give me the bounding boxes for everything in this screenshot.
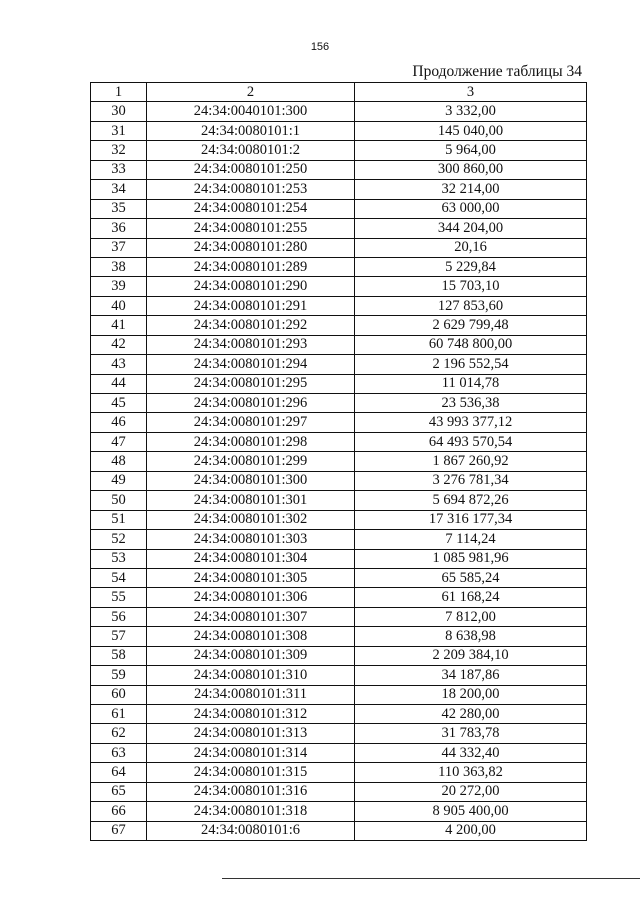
table-row [91,219,587,238]
table-row [91,607,587,626]
table-row [91,743,587,762]
table-header-row [91,83,587,102]
cadastral-number-cell: 24:34:0080101:280 [147,238,355,257]
row-number-cell: 58 [91,646,147,665]
cadastral-number-cell: 24:34:0080101:298 [147,432,355,451]
row-number-cell: 55 [91,588,147,607]
row-number-cell: 44 [91,374,147,393]
row-number-cell: 37 [91,238,147,257]
table-body [91,83,587,841]
table-row [91,413,587,432]
value-cell: 344 204,00 [355,219,587,238]
row-number-cell: 57 [91,627,147,646]
cadastral-number-cell: 24:34:0080101:293 [147,335,355,354]
value-cell: 44 332,40 [355,743,587,762]
value-cell: 1 085 981,96 [355,549,587,568]
cadastral-number-cell: 24:34:0080101:290 [147,277,355,296]
cadastral-number-cell: 24:34:0080101:254 [147,199,355,218]
table-row [91,530,587,549]
row-number-cell: 63 [91,743,147,762]
data-table [90,82,587,841]
cadastral-number-cell: 24:34:0080101:297 [147,413,355,432]
table-row [91,296,587,315]
table-row [91,394,587,413]
row-number-cell: 40 [91,296,147,315]
table-row [91,355,587,374]
table-row [91,724,587,743]
cadastral-number-cell: 24:34:0080101:305 [147,568,355,587]
cadastral-number-cell: 24:34:0080101:289 [147,257,355,276]
table-row [91,510,587,529]
cadastral-number-cell: 24:34:0080101:314 [147,743,355,762]
value-cell: 63 000,00 [355,199,587,218]
cadastral-number-cell: 24:34:0080101:306 [147,588,355,607]
value-cell: 300 860,00 [355,160,587,179]
row-number-cell: 41 [91,316,147,335]
value-cell: 4 200,00 [355,821,587,840]
cadastral-number-cell: 24:34:0080101:318 [147,802,355,821]
cadastral-number-cell: 24:34:0080101:291 [147,296,355,315]
row-number-cell: 30 [91,102,147,121]
cadastral-number-cell: 24:34:0080101:304 [147,549,355,568]
row-number-cell: 46 [91,413,147,432]
cadastral-number-cell: 24:34:0080101:253 [147,180,355,199]
value-cell: 8 905 400,00 [355,802,587,821]
value-cell: 17 316 177,34 [355,510,587,529]
row-number-cell: 54 [91,568,147,587]
cadastral-number-cell: 24:34:0080101:303 [147,530,355,549]
table-row [91,432,587,451]
cadastral-number-cell: 24:34:0080101:299 [147,452,355,471]
row-number-cell: 47 [91,432,147,451]
value-cell: 5 694 872,26 [355,491,587,510]
cadastral-number-cell: 24:34:0080101:307 [147,607,355,626]
table-row [91,199,587,218]
table-row [91,141,587,160]
table-row [91,568,587,587]
cadastral-number-cell: 24:34:0040101:300 [147,102,355,121]
table-row [91,763,587,782]
value-cell: 61 168,24 [355,588,587,607]
table-row [91,452,587,471]
table-row [91,802,587,821]
cadastral-number-cell: 24:34:0080101:2 [147,141,355,160]
row-number-cell: 62 [91,724,147,743]
table-row [91,588,587,607]
row-number-cell: 66 [91,802,147,821]
row-number-cell: 60 [91,685,147,704]
value-cell: 42 280,00 [355,705,587,724]
value-cell: 3 276 781,34 [355,471,587,490]
cadastral-number-cell: 24:34:0080101:316 [147,782,355,801]
value-cell: 18 200,00 [355,685,587,704]
table-row [91,491,587,510]
value-cell: 145 040,00 [355,121,587,140]
value-cell: 20,16 [355,238,587,257]
value-cell: 3 332,00 [355,102,587,121]
value-cell: 20 272,00 [355,782,587,801]
cadastral-number-cell: 24:34:0080101:292 [147,316,355,335]
row-number-cell: 53 [91,549,147,568]
row-number-cell: 56 [91,607,147,626]
header-cell-cadastral: 2 [147,83,355,102]
row-number-cell: 59 [91,666,147,685]
cadastral-number-cell: 24:34:0080101:302 [147,510,355,529]
table-row [91,335,587,354]
row-number-cell: 45 [91,394,147,413]
value-cell: 2 629 799,48 [355,316,587,335]
value-cell: 7 114,24 [355,530,587,549]
table-continuation-caption: Продолжение таблицы 34 [412,63,582,80]
row-number-cell: 39 [91,277,147,296]
table-row [91,471,587,490]
cadastral-number-cell: 24:34:0080101:1 [147,121,355,140]
table-row [91,160,587,179]
value-cell: 2 196 552,54 [355,355,587,374]
cadastral-number-cell: 24:34:0080101:6 [147,821,355,840]
table-row [91,705,587,724]
table-row [91,666,587,685]
value-cell: 110 363,82 [355,763,587,782]
row-number-cell: 35 [91,199,147,218]
table-row [91,121,587,140]
table-row [91,374,587,393]
cadastral-number-cell: 24:34:0080101:313 [147,724,355,743]
cadastral-number-cell: 24:34:0080101:310 [147,666,355,685]
value-cell: 34 187,86 [355,666,587,685]
table-row [91,627,587,646]
bottom-rule [222,878,640,879]
value-cell: 31 783,78 [355,724,587,743]
row-number-cell: 42 [91,335,147,354]
row-number-cell: 34 [91,180,147,199]
row-number-cell: 36 [91,219,147,238]
row-number-cell: 33 [91,160,147,179]
row-number-cell: 49 [91,471,147,490]
cadastral-number-cell: 24:34:0080101:312 [147,705,355,724]
table-row [91,257,587,276]
cadastral-number-cell: 24:34:0080101:315 [147,763,355,782]
value-cell: 64 493 570,54 [355,432,587,451]
row-number-cell: 65 [91,782,147,801]
value-cell: 127 853,60 [355,296,587,315]
value-cell: 5 964,00 [355,141,587,160]
table-row [91,782,587,801]
value-cell: 8 638,98 [355,627,587,646]
cadastral-number-cell: 24:34:0080101:255 [147,219,355,238]
cadastral-number-cell: 24:34:0080101:300 [147,471,355,490]
table-row [91,180,587,199]
row-number-cell: 38 [91,257,147,276]
value-cell: 5 229,84 [355,257,587,276]
value-cell: 23 536,38 [355,394,587,413]
cadastral-number-cell: 24:34:0080101:250 [147,160,355,179]
row-number-cell: 61 [91,705,147,724]
cadastral-number-cell: 24:34:0080101:295 [147,374,355,393]
value-cell: 65 585,24 [355,568,587,587]
cadastral-number-cell: 24:34:0080101:308 [147,627,355,646]
header-cell-value: 3 [355,83,587,102]
row-number-cell: 52 [91,530,147,549]
page-number: 156 [310,41,330,53]
table-row [91,102,587,121]
value-cell: 1 867 260,92 [355,452,587,471]
value-cell: 60 748 800,00 [355,335,587,354]
table-row [91,549,587,568]
table-row [91,316,587,335]
row-number-cell: 50 [91,491,147,510]
cadastral-number-cell: 24:34:0080101:294 [147,355,355,374]
cadastral-number-cell: 24:34:0080101:309 [147,646,355,665]
row-number-cell: 31 [91,121,147,140]
header-cell-number: 1 [91,83,147,102]
row-number-cell: 32 [91,141,147,160]
value-cell: 32 214,00 [355,180,587,199]
table-row [91,277,587,296]
row-number-cell: 51 [91,510,147,529]
value-cell: 15 703,10 [355,277,587,296]
table-row [91,685,587,704]
value-cell: 7 812,00 [355,607,587,626]
value-cell: 11 014,78 [355,374,587,393]
cadastral-number-cell: 24:34:0080101:311 [147,685,355,704]
value-cell: 2 209 384,10 [355,646,587,665]
table-row [91,821,587,840]
row-number-cell: 48 [91,452,147,471]
table-row [91,646,587,665]
row-number-cell: 67 [91,821,147,840]
row-number-cell: 43 [91,355,147,374]
cadastral-number-cell: 24:34:0080101:301 [147,491,355,510]
value-cell: 43 993 377,12 [355,413,587,432]
cadastral-number-cell: 24:34:0080101:296 [147,394,355,413]
row-number-cell: 64 [91,763,147,782]
table-row [91,238,587,257]
